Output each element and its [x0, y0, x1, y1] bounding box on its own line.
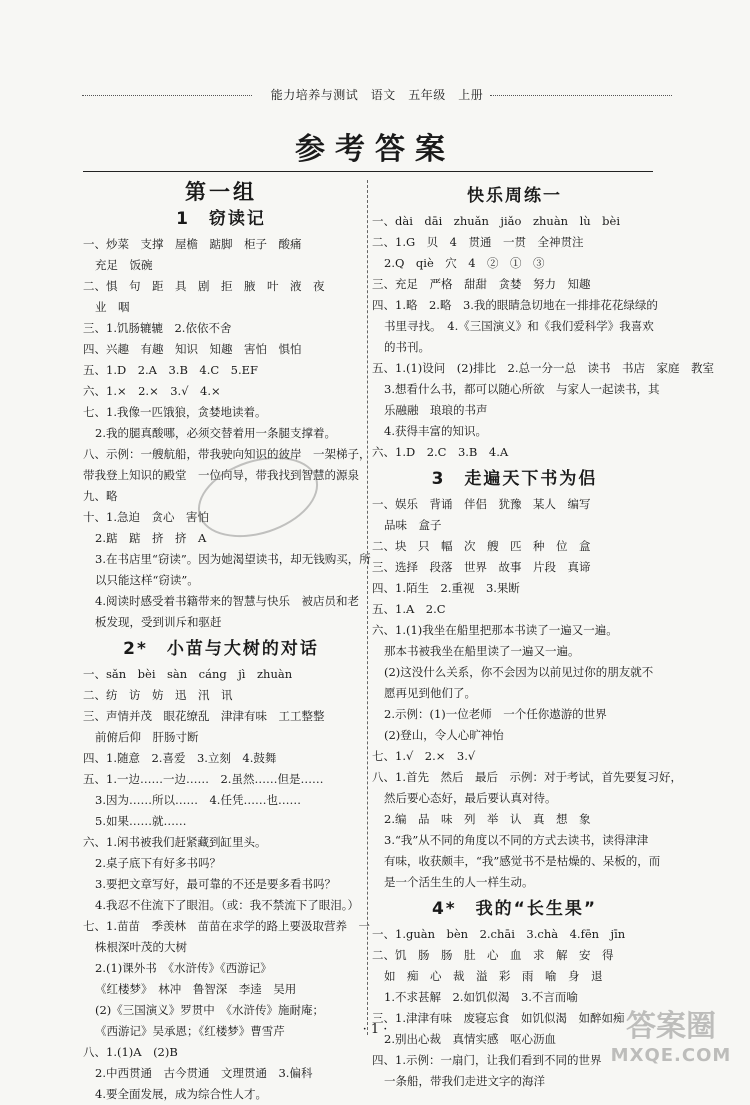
answer-line: 5.如果……就…… — [95, 814, 187, 828]
dotted-rule-left — [82, 95, 252, 96]
answer-line: 2.编 品 味 列 举 认 真 想 象 — [384, 812, 591, 826]
watermark-logo — [606, 1001, 736, 1069]
column-divider — [367, 180, 368, 1035]
section-title: 1 窃读记 — [176, 209, 266, 229]
answer-line: 五、1.一边……一边…… 2.虽然……但是…… — [83, 772, 324, 786]
answer-line: 三、1.饥肠辘辘 2.依依不舍 — [83, 321, 232, 335]
answer-line: 2.别出心裁 真情实感 呕心沥血 — [384, 1032, 556, 1046]
answer-line: 五、1.A 2.C — [372, 602, 446, 616]
answer-line: 3.在书店里“窃读”。因为她渴望读书，却无钱购买，所 — [95, 552, 371, 566]
section-title: 快乐周练一 — [467, 186, 562, 206]
answer-line: 三、选择 段落 世界 故事 片段 真谛 — [372, 560, 591, 574]
answer-line: 三、充足 严格 甜甜 贪婪 努力 知趣 — [372, 277, 591, 291]
answer-line: 二、1.G 贝 4 贯通 一贯 全神贯注 — [372, 235, 584, 249]
answer-line: 3.要把文章写好，最可靠的不还是要多看书吗？ — [95, 877, 336, 891]
answer-line: 业 咽 — [95, 300, 130, 314]
answer-line: 4.我忍不住流下了眼泪。（或：我不禁流下了眼泪。） — [95, 898, 359, 912]
answer-line: 2.踮 踮 挤 挤 A — [95, 531, 207, 545]
answer-line: (2)《三国演义》罗贯中 《水浒传》施耐庵； — [95, 1003, 325, 1017]
answer-line: 一、炒菜 支撑 屋檐 踮脚 柜子 酸痛 — [83, 237, 302, 251]
answer-line: 四、1.陌生 2.重视 3.果断 — [372, 581, 520, 595]
answer-line: 八、1.首先 然后 最后 示例：对于考试，首先要复习好， — [372, 770, 682, 784]
answer-line: 4.获得丰富的知识。 — [384, 424, 487, 438]
answer-line: 二、纺 访 妨 迅 汛 讯 — [83, 688, 233, 702]
watermark-url: MXQE.COM — [610, 1045, 732, 1066]
dotted-rule-right — [490, 95, 672, 96]
group-title: 第一组 — [185, 180, 257, 204]
section-title: 2* 小苗与大树的对话 — [123, 639, 319, 659]
answer-line: 一、1.guàn bèn 2.chāi 3.chà 4.fēn jīn — [372, 927, 626, 941]
answer-line: 品味 盒子 — [384, 518, 442, 532]
answer-line: 《红楼梦》 林冲 鲁智深 李逵 吴用 — [95, 982, 297, 996]
answer-line: 3.“我”从不同的角度以不同的方式去读书，读得津津 — [384, 833, 649, 847]
answer-line: 前俯后仰 肝肠寸断 — [95, 730, 199, 744]
watermark-title: 答案圈 — [626, 1009, 716, 1044]
answer-line: 带我登上知识的殿堂 一位向导，带我找到智慧的源泉 — [83, 468, 359, 482]
answer-line: 一、dài dāi zhuǎn jiǎo zhuàn lù bèi — [372, 214, 621, 228]
answer-line: 六、1.闲书被我们赶紧藏到缸里头。 — [83, 835, 267, 849]
answer-line: 五、1.D 2.A 3.B 4.C 5.EF — [83, 363, 259, 377]
answer-line: 如 痴 心 裁 溢 彩 雨 喻 身 退 — [384, 969, 603, 983]
answer-line: 4.阅读时感受着书籍带来的智慧与快乐 被店员和老 — [95, 594, 359, 608]
answer-line: 是一个活生生的人一样生动。 — [384, 875, 534, 889]
answer-line: 2.中西贯通 古今贯通 文理贯通 3.偏科 — [95, 1066, 313, 1080]
answer-line: 七、1.我像一匹饿狼，贪婪地读着。 — [83, 405, 267, 419]
page-title: 参考答案 — [295, 132, 455, 167]
answer-line: 八、示例：一艘航船，带我驶向知识的彼岸 一架梯子， — [83, 447, 371, 461]
answer-line: 3.因为……所以…… 4.任凭……也…… — [95, 793, 301, 807]
answer-line: 四、兴趣 有趣 知识 知趣 害怕 惧怕 — [83, 342, 302, 356]
answer-line: 2.桌子底下有好多书吗？ — [95, 856, 221, 870]
answer-line: 充足 饭碗 — [95, 258, 153, 272]
answer-line: 2.Q qiè 穴 4 ② ① ③ — [384, 256, 545, 270]
answer-line: 以只能这样“窃读”。 — [95, 573, 199, 587]
answer-line: 愿再见到他们了。 — [384, 686, 476, 700]
answer-line: 六、1.(1)我坐在船里把那本书读了一遍又一遍。 — [372, 623, 618, 637]
answer-line: 4.要全面发展，成为综合性人才。 — [95, 1087, 267, 1101]
answer-line: 的书刊。 — [384, 340, 430, 354]
running-head-text: 能力培养与测试 语文 五年级 上册 — [265, 88, 490, 102]
answer-line: 六、1.D 2.C 3.B 4.A — [372, 445, 509, 459]
title-rule — [83, 171, 653, 172]
answer-line: 四、1.示例：一扇门，让我们看到不同的世界 — [372, 1053, 602, 1067]
answer-line: 2.我的腿真酸哪，必须交替着用一条腿支撑着。 — [95, 426, 336, 440]
answer-line: 2.(1)课外书 《水浒传》《西游记》 — [95, 961, 272, 975]
running-head — [82, 86, 672, 106]
answer-line: 一条船，带我们走进文字的海洋 — [384, 1074, 545, 1088]
answer-line: 一、sǎn bèi sàn cáng jì zhuàn — [83, 667, 293, 681]
answer-line: 九、略 — [83, 489, 118, 503]
answer-line: 五、1.(1)设问 (2)排比 2.总一分一总 读书 书店 家庭 教室 — [372, 361, 715, 375]
left-sections — [83, 209, 371, 1105]
answer-line: 有味，收获颇丰，“我”感觉书不是枯燥的、呆板的，而 — [384, 854, 661, 868]
answer-line: 二、饥 肠 肠 肚 心 血 求 解 安 得 — [372, 948, 614, 962]
answer-line: 板发现，受到训斥和驱赶 — [95, 615, 222, 629]
answer-line: 3.想看什么书，都可以随心所欲 与家人一起读书，其 — [384, 382, 660, 396]
answer-line: 株根深叶茂的大树 — [95, 940, 187, 954]
answer-line: 七、1.苗苗 季羡林 苗苗在求学的路上要汲取营养 一 — [83, 919, 370, 933]
answer-line: 1.不求甚解 2.如饥似渴 3.不言而喻 — [384, 990, 578, 1004]
page-number: · 1 · — [362, 1022, 388, 1037]
answer-line: 四、1.略 2.略 3.我的眼睛急切地在一排排花花绿绿的 — [372, 298, 658, 312]
section-title: 4* 我的“长生果” — [431, 899, 598, 919]
answer-line: 六、1.× 2.× 3.√ 4.× — [83, 384, 221, 398]
answer-line: 2.示例：(1)一位老师 一个任你遨游的世界 — [384, 707, 607, 721]
answer-line: 书里寻找。 4.《三国演义》和《我们爱科学》我喜欢 — [384, 319, 654, 333]
left-column — [83, 180, 371, 1105]
answer-line: 一、娱乐 背诵 伴侣 犹豫 某人 编写 — [372, 497, 591, 511]
answer-line: 四、1.随意 2.喜爱 3.立刻 4.鼓舞 — [83, 751, 277, 765]
answer-line: 三、1.津津有味 废寝忘食 如饥似渴 如醉如痴 — [372, 1011, 625, 1025]
section-title: 3 走遍天下书为侣 — [431, 469, 598, 489]
answer-line: 那本书被我坐在船里读了一遍又一遍。 — [384, 644, 580, 658]
answer-line: 二、惧 句 距 具 剧 拒 腋 叶 液 夜 — [83, 279, 325, 293]
answer-line: 然后要心态好，最后要认真对待。 — [384, 791, 557, 805]
answer-line: 七、1.√ 2.× 3.√ — [372, 749, 476, 763]
answer-line: 二、块 只 幅 次 艘 匹 种 位 盒 — [372, 539, 591, 553]
answer-line: (2)登山，令人心旷神怡 — [384, 728, 504, 742]
answer-line: 三、声情并茂 眼花缭乱 津津有味 工工整整 — [83, 709, 325, 723]
answer-line: 乐融融 琅琅的书声 — [384, 403, 488, 417]
answer-line: 《西游记》吴承恩；《红楼梦》曹雪芹 — [95, 1024, 285, 1038]
answer-line: 十、1.急迫 贪心 害怕 — [83, 510, 209, 524]
answer-line: (2)这没什么关系，你不会因为以前见过你的朋友就不 — [384, 665, 654, 679]
answer-line: 八、1.(1)A (2)B — [83, 1045, 178, 1059]
